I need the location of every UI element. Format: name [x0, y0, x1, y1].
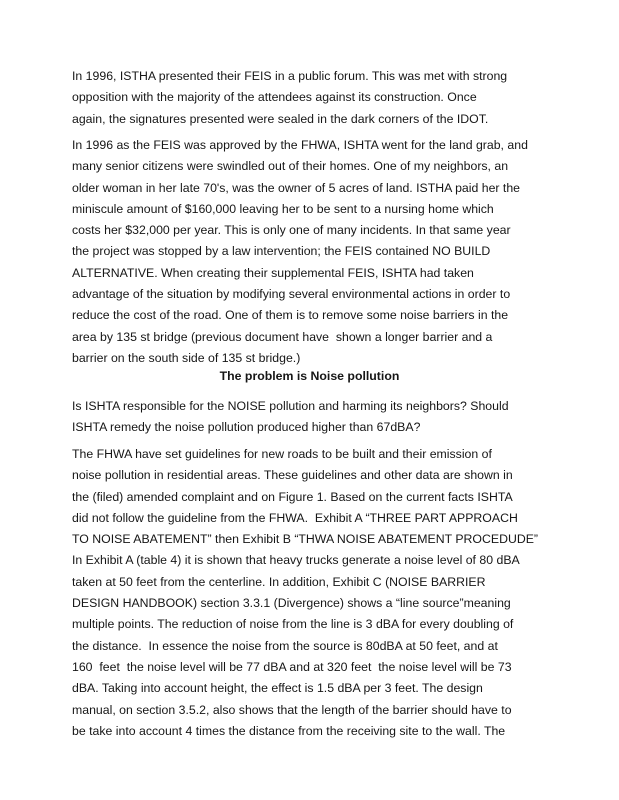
paragraph-2-line: many senior citizens were swindled out of their homes. One of my neighbors, an [72, 159, 509, 174]
paragraph-2-line: older woman in her late 70's, was the owner of 5 acres of land. ISTHA paid her the [72, 180, 521, 195]
paragraph-4-line: DESIGN HANDBOOK) section 3.3.1 (Divergence) shows a “line source”meaning [72, 596, 511, 611]
paragraph-2-line: area by 135 st bridge (previous document have shown a longer barrier and a [72, 329, 493, 344]
paragraph-4-line: noise pollution in residential areas. These guidelines and other data are shown in [72, 468, 513, 483]
paragraph-1-line: opposition with the majority of the attendees against its construction. Once [72, 90, 477, 105]
paragraph-4-line: multiple points. The reduction of noise from the line is 3 dBA for every doubling of [72, 617, 514, 632]
paragraph-3-line: ISHTA remedy the noise pollution produced higher than 67dBA? [72, 420, 421, 435]
paragraph-3-line: Is ISHTA responsible for the NOISE pollution and harming its neighbors? Should [72, 399, 509, 413]
section-heading: The problem is Noise pollution [219, 369, 400, 383]
paragraph-4-line: The FHWA have set guidelines for new roads to be built and their emission of [72, 447, 492, 461]
paragraph-1-line: again, the signatures presented were sealed in the dark corners of the IDOT. [72, 111, 489, 126]
paragraph-2-line: miniscule amount of $160,000 leaving her to be sent to a nursing home which [72, 201, 494, 216]
paragraph-4-line: 160 feet the noise level will be 77 dBA and at 320 feet the noise level will be 73 [72, 659, 512, 674]
paragraph-2-line: the project was stopped by a law intervention; the FEIS contained NO BUILD [72, 244, 491, 259]
paragraph-2-line: advantage of the situation by modifying several environmental actions in order to [72, 287, 511, 302]
paragraph-4-line: the (filed) amended complaint and on Figure 1. Based on the current facts ISHTA [72, 489, 513, 504]
paragraph-2 [72, 135, 552, 369]
paragraph-4-line: the distance. In essence the noise from the source is 80dBA at 50 feet, and at [72, 638, 498, 653]
paragraph-2-line: costs her $32,000 per year. This is only one of many incidents. In that same year [72, 223, 511, 238]
paragraph-2-line: In 1996 as the FEIS was approved by the FHWA, ISHTA went for the land grab, and [72, 138, 528, 152]
paragraph-4-line: dBA. Taking into account height, the effect is 1.5 dBA per 3 feet. The design [72, 681, 483, 696]
paragraph-1-line: In 1996, ISTHA presented their FEIS in a public forum. This was met with strong [72, 69, 508, 83]
paragraph-4 [72, 444, 552, 742]
paragraph-2-line: ALTERNATIVE. When creating their supplemental FEIS, ISHTA had taken [72, 265, 474, 280]
paragraph-2-line: barrier on the south side of 135 st bridge.) [72, 350, 301, 365]
paragraph-4-line: did not follow the guideline from the FHWA. Exhibit A “THREE PART APPROACH [72, 510, 518, 525]
paragraph-4-line: manual, on section 3.5.2, also shows that the length of the barrier should have to [72, 702, 512, 717]
paragraph-4-line: In Exhibit A (table 4) it is shown that heavy trucks generate a noise level of 80 dBA [72, 553, 520, 568]
paragraph-3 [72, 396, 552, 439]
paragraph-1 [72, 66, 552, 130]
paragraph-4-line: be take into account 4 times the distance from the receiving site to the wall. The [72, 723, 506, 738]
paragraph-2-line: reduce the cost of the road. One of them is to remove some noise barriers in the [72, 308, 509, 323]
paragraph-4-line: taken at 50 feet from the centerline. In addition, Exhibit C (NOISE BARRIER [72, 574, 486, 589]
paragraph-4-line: TO NOISE ABATEMENT” then Exhibit B “THWA NOISE ABATEMENT PROCEDUDE” [72, 532, 539, 547]
